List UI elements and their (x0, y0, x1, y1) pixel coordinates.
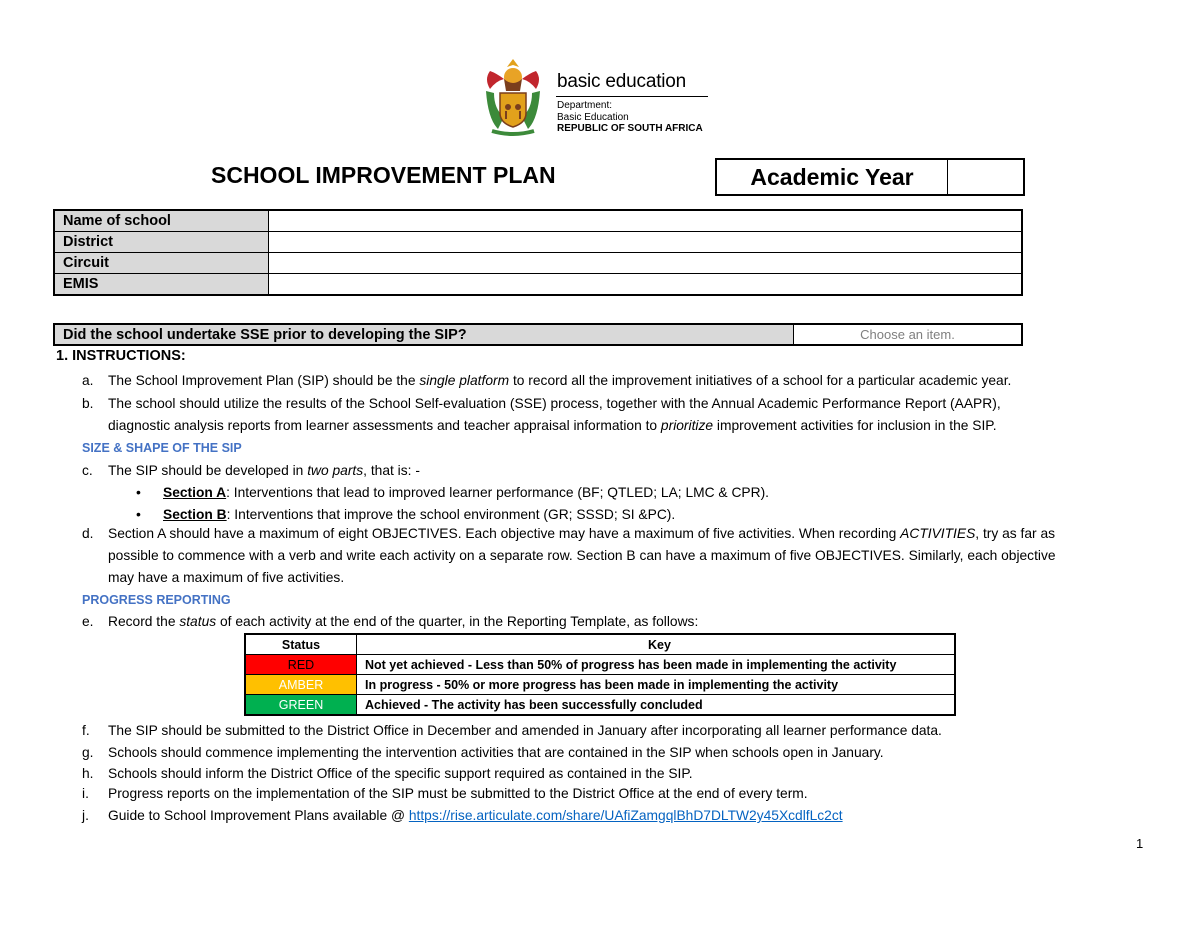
logo-department: Department: Basic Education REPUBLIC OF SOUTH AFRICA (557, 100, 703, 134)
status-amber: AMBER (245, 675, 357, 695)
table-row (54, 210, 1022, 232)
table-header-row (245, 634, 955, 655)
instructions-heading: 1. INSTRUCTIONS: (56, 348, 186, 364)
instruction-g: Schools should commence implementing the intervention activities that are contained in the SIP when schools open in January. (108, 745, 884, 760)
instruction-d-line3: may have a maximum of five activities. (108, 570, 345, 585)
instruction-h: Schools should inform the District Office of the specific support required as contained in the SIP. (108, 766, 693, 781)
academic-year-label: Academic Year (717, 160, 948, 194)
item-marker: h. (82, 766, 94, 781)
instruction-j: Guide to School Improvement Plans available @ https://rise.articulate.com/share/UAfiZamgqlBhD7DLTW2y45XcdlfLc2ct (108, 808, 843, 823)
instruction-e: Record the status of each activity at the end of the quarter, in the Reporting Template, as follows: (108, 614, 699, 629)
status-header: Status (245, 634, 357, 655)
instruction-i: Progress reports on the implementation of the SIP must be submitted to the District Office at the end of every term. (108, 786, 808, 801)
section-a-bullet: Section A: Interventions that lead to improved learner performance (BF; QTLED; LA; LMC & CPR). (163, 485, 770, 500)
page-number: 1 (1136, 836, 1144, 851)
section-b-bullet: Section B: Interventions that improve the school environment (GR; SSSD; SI &PC). (163, 507, 676, 522)
instruction-a: The School Improvement Plan (SIP) should be the single platform to record all the improvement initiatives of a school for a particular academic year. (108, 373, 1012, 388)
instruction-b-line1: The school should utilize the results of the School Self-evaluation (SSE) process, together with the Annual Academic Performance Report (AAPR), (108, 396, 1001, 411)
item-marker: f. (82, 723, 90, 738)
emis-label: EMIS (54, 274, 269, 296)
name-of-school-field[interactable] (269, 210, 1023, 232)
status-red-key: Not yet achieved - Less than 50% of progress has been made in implementing the activity (357, 655, 956, 675)
status-red: RED (245, 655, 357, 675)
item-marker: b. (82, 396, 94, 411)
district-field[interactable] (269, 232, 1023, 253)
status-green-key: Achieved - The activity has been successfully concluded (357, 695, 956, 716)
bullet-icon: • (136, 484, 141, 500)
item-marker: g. (82, 745, 94, 760)
circuit-label: Circuit (54, 253, 269, 274)
instruction-d-line1: Section A should have a maximum of eight OBJECTIVES. Each objective may have a maximum of five activities. When recording ACTIVITIES, try as far as (108, 526, 1056, 541)
school-info-table (53, 209, 1023, 296)
coat-of-arms-icon (482, 57, 544, 139)
sse-answer-dropdown[interactable]: Choose an item. (860, 327, 955, 342)
bullet-icon: • (136, 506, 141, 522)
academic-year-field[interactable] (948, 160, 1023, 194)
status-green: GREEN (245, 695, 357, 716)
name-of-school-label: Name of school (54, 210, 269, 232)
progress-reporting-heading: PROGRESS REPORTING (82, 593, 231, 607)
status-key-table (244, 633, 956, 716)
item-marker: c. (82, 463, 93, 478)
guide-link[interactable]: https://rise.articulate.com/share/UAfiZamgqlBhD7DLTW2y45XcdlfLc2ct (408, 808, 843, 823)
table-row (54, 253, 1022, 274)
table-row (54, 274, 1022, 296)
instruction-f: The SIP should be submitted to the District Office in December and amended in January after incorporating all learner performance data. (108, 723, 942, 738)
instruction-c: The SIP should be developed in two parts, that is: - (108, 463, 420, 478)
circuit-field[interactable] (269, 253, 1023, 274)
emis-field[interactable] (269, 274, 1023, 296)
status-amber-key: In progress - 50% or more progress has been made in implementing the activity (357, 675, 956, 695)
item-marker: j. (82, 808, 89, 823)
item-marker: i. (82, 786, 89, 801)
page-title: SCHOOL IMPROVEMENT PLAN (211, 162, 556, 188)
key-header: Key (357, 634, 956, 655)
sse-question: Did the school undertake SSE prior to developing the SIP? (55, 325, 794, 344)
table-row (245, 695, 955, 716)
table-row (245, 655, 955, 675)
item-marker: a. (82, 373, 94, 388)
academic-year-box (715, 158, 1025, 196)
size-shape-heading: SIZE & SHAPE OF THE SIP (82, 441, 242, 455)
district-label: District (54, 232, 269, 253)
item-marker: d. (82, 526, 94, 541)
table-row (54, 232, 1022, 253)
logo-brand-text: basic education (557, 71, 687, 92)
instruction-b-line2: diagnostic analysis reports from learner assessments and teacher appraisal information to prioritize improvement activities for inclusion in the SIP. (108, 418, 997, 433)
dbe-logo (482, 55, 722, 145)
instruction-d-line2: possible to commence with a verb and write each activity on a separate row. Section B can have a maximum of five OBJECTIVES. Similarly, each objective (108, 548, 1056, 563)
item-marker: e. (82, 614, 94, 629)
sse-question-row (53, 323, 1023, 346)
table-row (245, 675, 955, 695)
logo-divider (556, 96, 708, 97)
